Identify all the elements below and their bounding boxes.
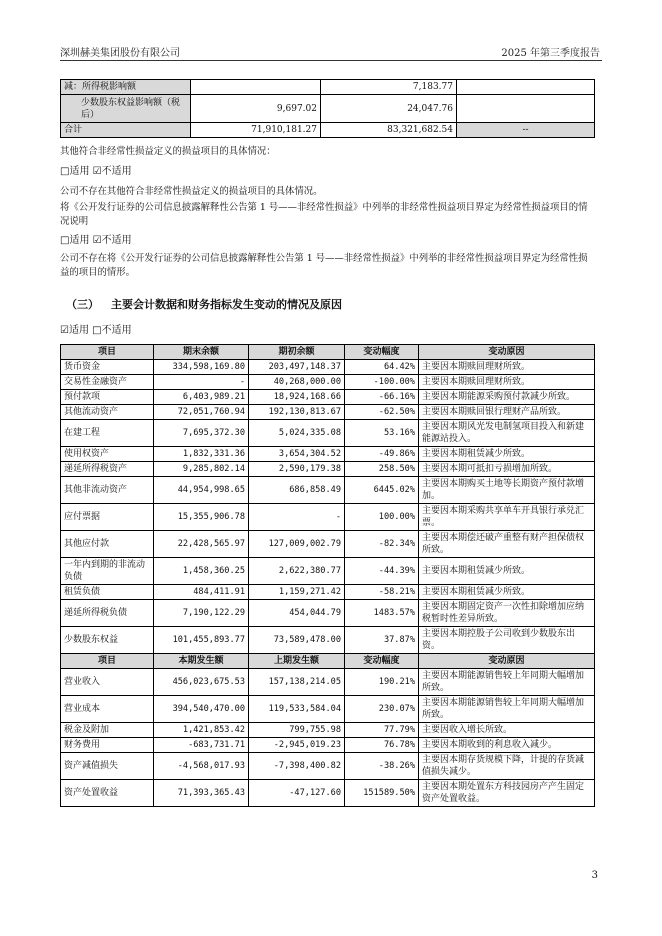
item-name: 递延所得税资产 (61, 462, 154, 477)
change-reason: 主要因本期租赁减少所致。 (419, 558, 595, 585)
amount-start: 1,159,271.42 (249, 585, 345, 600)
item-name: 租赁负债 (61, 585, 154, 600)
change-reason: 主要因本期固定资产一次性扣除增加应纳税暂时性差异所致。 (419, 600, 595, 627)
amount-start: 454,044.79 (249, 600, 345, 627)
change-reason: 主要因本期控股子公司收到少数股东出资。 (419, 627, 595, 654)
change-percent: -62.50% (345, 405, 419, 420)
header-divider (60, 60, 602, 61)
table-row (61, 723, 595, 738)
change-reason: 主要因本期可抵扣亏损增加所致。 (419, 462, 595, 477)
table-row (61, 627, 595, 654)
item-name: 其他流动资产 (61, 405, 154, 420)
change-percent: 76.78% (345, 738, 419, 753)
amount-end: 1,832,331.36 (154, 447, 249, 462)
ytd-value: 7,183.77 (321, 80, 457, 95)
change-reason: 主要因本期处置东方科技园房产产生固定资产处置收益。 (419, 780, 595, 807)
item-name: 营业成本 (61, 696, 154, 723)
amount-start: 2,590,179.38 (249, 462, 345, 477)
change-reason: 主要因本期偿还破产重整有财产担保债权所致。 (419, 531, 595, 558)
amount-start: -7,398,400.82 (249, 753, 345, 780)
change-percent: 190.21% (345, 669, 419, 696)
paragraph-no-classification: 公司不存在将《公开发行证券的公司信息披露解释性公告第 1 号——非经常性损益》中列举的非经常性损益项目界定为经常性损益的项目的情形。 (60, 253, 588, 278)
change-reason: 主要因本期存货规模下降，计提的存货减值损失减少。 (419, 753, 595, 780)
item-name: 资产减值损失 (61, 753, 154, 780)
amount-end: -683,731.71 (154, 738, 249, 753)
section-title (66, 296, 342, 312)
table-row (61, 477, 595, 504)
item-name: 财务费用 (61, 738, 154, 753)
table-row (61, 123, 595, 138)
change-percent: 151589.50% (345, 780, 419, 807)
amount-start: 18,924,168.66 (249, 390, 345, 405)
table-header-row (61, 345, 595, 360)
change-reason: 主要因本期购买土地等长期资产预付款增加。 (419, 477, 595, 504)
amount-start: 799,755.98 (249, 723, 345, 738)
row-label: 合计 (61, 123, 191, 138)
section-heading: 主要会计数据和财务指标发生变动的情况及原因 (111, 298, 342, 311)
item-name: 应付票据 (61, 504, 154, 531)
amount-end: 101,455,893.77 (154, 627, 249, 654)
table-row (61, 504, 595, 531)
table-row (61, 531, 595, 558)
item-name: 营业收入 (61, 669, 154, 696)
change-percent: -82.34% (345, 531, 419, 558)
amount-start: 3,654,304.52 (249, 447, 345, 462)
amount-end: 9,285,802.14 (154, 462, 249, 477)
note-cell (457, 80, 595, 95)
paragraph-no-other-items: 公司不存在其他符合非经常性损益定义的损益项目的具体情况。 (60, 186, 323, 197)
item-name: 少数股东权益 (61, 627, 154, 654)
amount-start: 686,858.49 (249, 477, 345, 504)
current-value: 9,697.02 (191, 95, 321, 123)
change-percent: 37.87% (345, 627, 419, 654)
option-text: □适用 ☑不适用 (60, 235, 132, 246)
amount-end: 484,411.91 (154, 585, 249, 600)
amount-end: 44,954,998.65 (154, 477, 249, 504)
amount-end: 6,403,989.21 (154, 390, 249, 405)
table-header-row (61, 654, 595, 669)
change-reason: 主要因本期租赁减少所致。 (419, 585, 595, 600)
amount-start: 73,589,478.00 (249, 627, 345, 654)
column-header: 项目 (61, 654, 154, 669)
option-checkbox-3 (60, 324, 594, 338)
amount-start: 5,024,335.08 (249, 420, 345, 447)
item-name: 货币资金 (61, 360, 154, 375)
change-reason: 主要因本期赎回银行理财产品所致。 (419, 405, 595, 420)
change-reason: 主要因本期赎回理财所致。 (419, 375, 595, 390)
change-percent: 100.00% (345, 504, 419, 531)
column-header: 项目 (61, 345, 154, 360)
item-name: 资产处置收益 (61, 780, 154, 807)
amount-start: -2,945,019.23 (249, 738, 345, 753)
table-row (61, 80, 595, 95)
item-name: 其他应付款 (61, 531, 154, 558)
row-label: 减：所得税影响额 (61, 80, 191, 95)
header-report-title: 2025 年第三季度报告 (501, 48, 600, 59)
amount-end: 456,023,675.53 (154, 669, 249, 696)
column-header: 期初余额 (249, 345, 345, 360)
table-row (61, 600, 595, 627)
amount-start: 2,622,380.77 (249, 558, 345, 585)
amount-start: 119,533,584.04 (249, 696, 345, 723)
change-percent: -49.86% (345, 447, 419, 462)
change-reason: 主要因本期能源采购预付款减少所致。 (419, 390, 595, 405)
amount-start: 40,268,000.00 (249, 375, 345, 390)
column-header: 期末余额 (154, 345, 249, 360)
amount-start: 192,130,813.67 (249, 405, 345, 420)
change-reason: 主要因本期能源销售较上年同期大幅增加所致。 (419, 696, 595, 723)
table-row (61, 753, 595, 780)
table-row (61, 447, 595, 462)
column-header: 变动原因 (419, 345, 595, 360)
table-row (61, 375, 595, 390)
amount-end: 334,598,169.80 (154, 360, 249, 375)
item-name: 交易性金融资产 (61, 375, 154, 390)
amount-start: -47,127.60 (249, 780, 345, 807)
table-row (61, 420, 595, 447)
amount-end: 7,190,122.29 (154, 600, 249, 627)
current-value (191, 80, 321, 95)
table-row (61, 780, 595, 807)
paragraph-classification-note: 将《公开发行证券的公司信息披露解释性公告第 1 号——非经常性损益》中列举的非经常性损益项目界定为经常性损益项目的情况说明 (60, 202, 588, 227)
option-text: ☑适用 □不适用 (60, 325, 132, 336)
paragraph-other-items: 其他符合非经常性损益定义的损益项目的具体情况： (60, 146, 276, 157)
table-row (61, 738, 595, 753)
amount-start: - (249, 504, 345, 531)
change-reason: 主要因本期能源销售较上年同期大幅增加所致。 (419, 669, 595, 696)
note-cell (457, 95, 595, 123)
amount-end: 72,051,760.94 (154, 405, 249, 420)
amount-end: - (154, 375, 249, 390)
change-percent: 230.07% (345, 696, 419, 723)
option-checkbox-1 (60, 165, 594, 179)
table-row (61, 558, 595, 585)
note-cell: -- (457, 123, 595, 138)
table-row (61, 95, 595, 123)
item-name: 递延所得税负债 (61, 600, 154, 627)
table-row (61, 669, 595, 696)
current-value: 71,910,181.27 (191, 123, 321, 138)
amount-end: -4,568,017.93 (154, 753, 249, 780)
amount-end: 22,428,565.97 (154, 531, 249, 558)
item-name: 一年内到期的非流动负债 (61, 558, 154, 585)
table-row (61, 360, 595, 375)
amount-end: 1,458,360.25 (154, 558, 249, 585)
change-reason: 主要因本期赎回理财所致。 (419, 360, 595, 375)
amount-end: 394,540,470.00 (154, 696, 249, 723)
change-percent: 258.50% (345, 462, 419, 477)
change-percent: -58.21% (345, 585, 419, 600)
change-reason: 主要因本期租赁减少所致。 (419, 447, 595, 462)
change-reason: 主要因本期采购共享单车开具银行承兑汇票。 (419, 504, 595, 531)
change-percent: -66.16% (345, 390, 419, 405)
table-row (61, 405, 595, 420)
option-checkbox-2 (60, 234, 594, 248)
table-row (61, 585, 595, 600)
item-name: 税金及附加 (61, 723, 154, 738)
table-row (61, 390, 595, 405)
amount-end: 15,355,906.78 (154, 504, 249, 531)
option-text: □适用 ☑不适用 (60, 166, 132, 177)
section-number: （三） (66, 298, 99, 311)
column-header: 变动幅度 (345, 345, 419, 360)
ytd-value: 83,321,682.54 (321, 123, 457, 138)
item-name: 其他非流动资产 (61, 477, 154, 504)
financial-changes-table (60, 344, 595, 807)
page-number: 3 (591, 870, 598, 881)
column-header: 变动幅度 (345, 654, 419, 669)
column-header: 上期发生额 (249, 654, 345, 669)
amount-end: 71,393,365.43 (154, 780, 249, 807)
table-row (61, 462, 595, 477)
item-name: 预付款项 (61, 390, 154, 405)
change-percent: 53.16% (345, 420, 419, 447)
row-label: 少数股东权益影响额（税后） (61, 95, 191, 123)
amount-start: 203,497,148.37 (249, 360, 345, 375)
change-reason: 主要因本期收到的利息收入减少。 (419, 738, 595, 753)
change-percent: 6445.02% (345, 477, 419, 504)
change-percent: -38.26% (345, 753, 419, 780)
table-row (61, 696, 595, 723)
column-header: 本期发生额 (154, 654, 249, 669)
ytd-value: 24,047.76 (321, 95, 457, 123)
change-percent: -44.39% (345, 558, 419, 585)
header-company: 深圳赫美集团股份有限公司 (60, 48, 180, 59)
amount-start: 157,138,214.05 (249, 669, 345, 696)
change-percent: -100.00% (345, 375, 419, 390)
change-percent: 64.42% (345, 360, 419, 375)
column-header: 变动原因 (419, 654, 595, 669)
item-name: 在建工程 (61, 420, 154, 447)
item-name: 使用权资产 (61, 447, 154, 462)
amount-start: 127,009,002.79 (249, 531, 345, 558)
non-recurring-table (60, 79, 595, 138)
change-reason: 主要因收入增长所致。 (419, 723, 595, 738)
change-reason: 主要因本期风光发电制氢项目投入和新建能源站投入。 (419, 420, 595, 447)
change-percent: 77.79% (345, 723, 419, 738)
amount-end: 1,421,853.42 (154, 723, 249, 738)
change-percent: 1483.57% (345, 600, 419, 627)
amount-end: 7,695,372.30 (154, 420, 249, 447)
